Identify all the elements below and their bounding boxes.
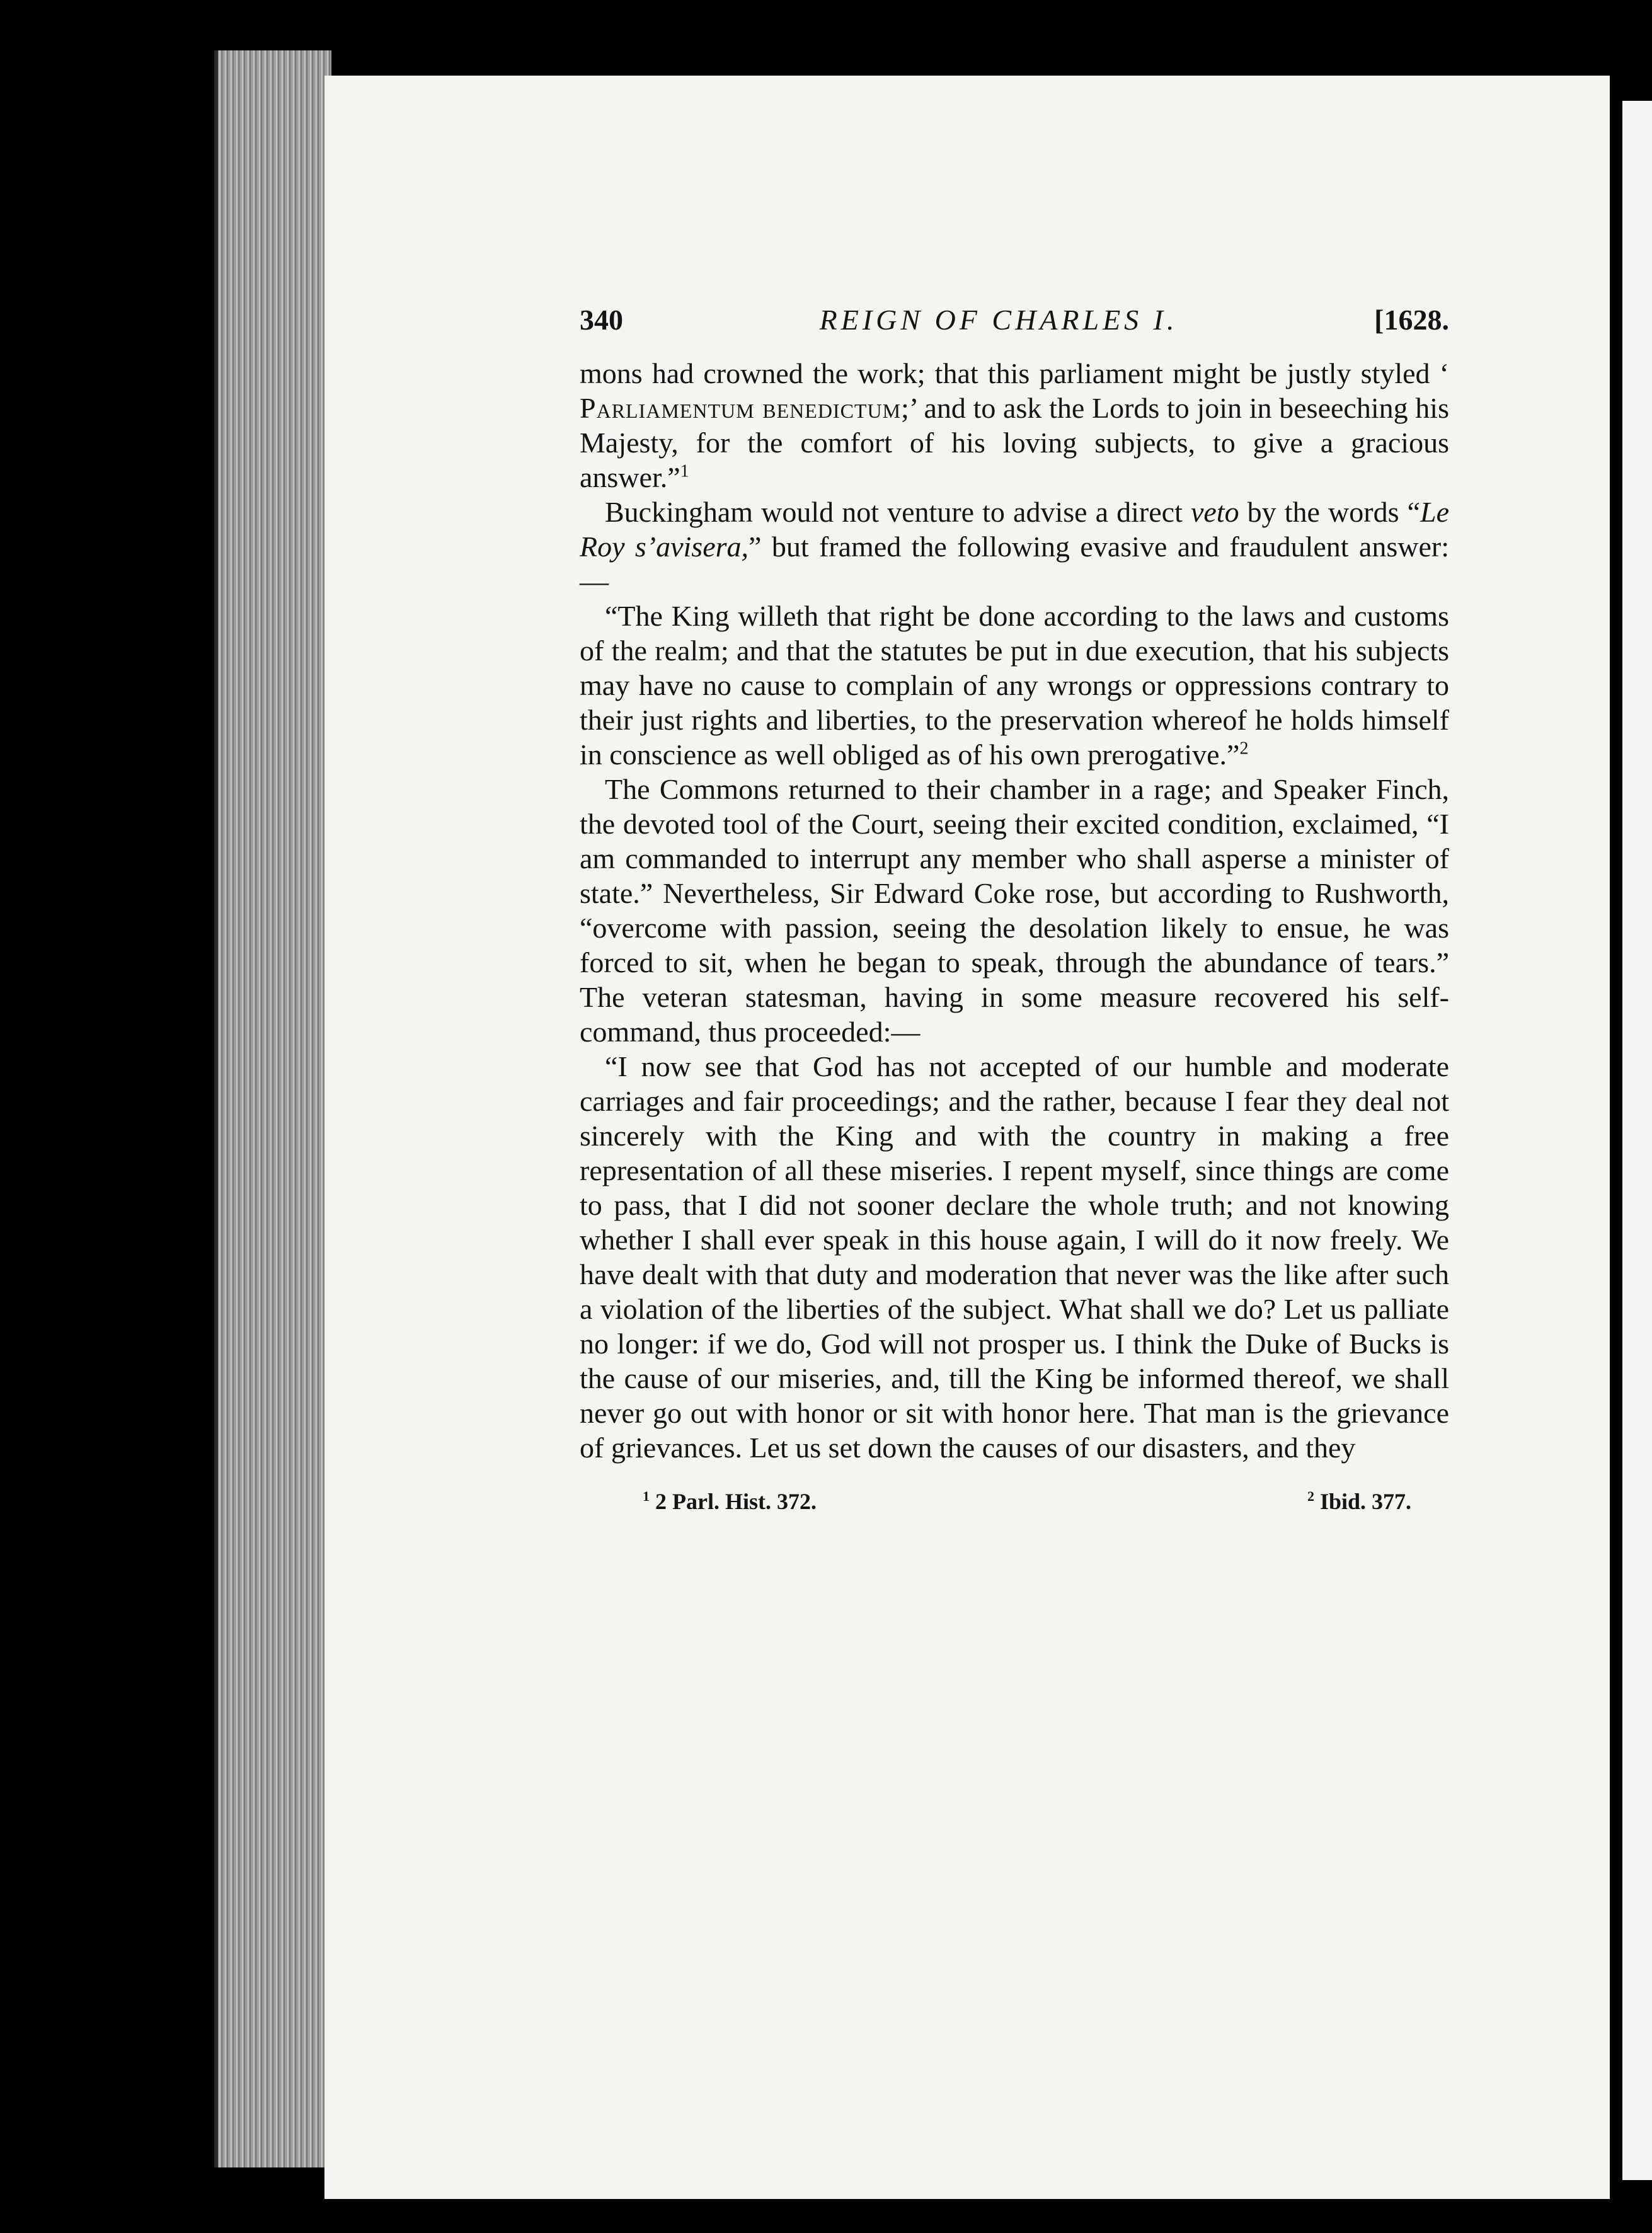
page-number: 340 — [580, 304, 623, 336]
text-run: “I now see that God has not accepted of our humble and moderate carriages and fair proceedings; and the rather, because I fear they deal not sincerely with the King and with the country in making a free representation of all these miseries. I repent myself, since things are come to pass, that I did not sooner declare the whole truth; and not knowing whether I shall ever speak in this house again, I will do it now freely. We have dealt with that duty and moderation that never was the like after such a violation of the liberties of the subject. What shall we do? Let us palliate no longer: if we do, God will not prosper us. I think the Duke of Bucks is the cause of our miseries, and, till the King be informed thereof, we shall never go out with honor or sit with honor here. That man is the grievance of grievances. Let us set down the causes of our disasters, and they — [580, 1050, 1449, 1464]
running-year: [1628. — [1374, 304, 1449, 336]
footnote-1-text: 2 Parl. Hist. 372. — [650, 1489, 817, 1514]
small-caps-text: Parliamentum benedictum — [580, 392, 902, 424]
footnotes — [580, 1479, 1449, 1519]
italic-text: Le Roy s’avisera, — [580, 496, 1449, 563]
footnote-1 — [643, 1479, 817, 1519]
paragraph — [580, 356, 1449, 495]
facing-page-edge — [1622, 101, 1652, 2180]
page-content — [580, 302, 1449, 1519]
running-head — [580, 302, 1449, 337]
text-run: “The King willeth that right be done according to the laws and customs of the realm; and that the statutes be put in due execution, that his subjects may have no cause to complain of any wrongs or oppressions contrary to their just rights and liberties, to the preservation whereof he holds himself in conscience as well obliged as of his own prerogative.” — [580, 600, 1449, 771]
text-run: mons had crowned the work; that this parliament might be justly styled ‘ — [580, 357, 1449, 389]
paragraph — [580, 772, 1449, 1049]
text-run: The Commons returned to their chamber in a rage; and Speaker Finch, the devoted tool of the Court, seeing their excited condition, exclaimed, “I am commanded to interrupt any member who shall asperse a minister of state.” Nevertheless, Sir Edward Coke rose, but according to Rushworth, “overcome with passion, seeing the desolation likely to ensue, he was forced to sit, when he began to speak, through the abundance of tears.” The veteran statesman, having in some measure recovered his self-command, thus proceeded:— — [580, 773, 1449, 1048]
text-run: Buckingham would not venture to advise a direct — [605, 496, 1191, 528]
book-page-edges — [214, 50, 331, 2167]
footnote-2-text: Ibid. 377. — [1314, 1489, 1411, 1514]
footnote-reference: 2 — [1239, 738, 1249, 759]
page-gutter-shadow — [1610, 101, 1615, 2174]
text-run: ” but framed the following evasive and fraudulent answer:— — [580, 531, 1449, 597]
paragraph — [580, 1049, 1449, 1465]
italic-text: veto — [1190, 496, 1239, 528]
text-run: ;’ and to ask the Lords to join in beseeching his Majesty, for the comfort of his loving subjects, to give a gracious answer.” — [580, 392, 1449, 493]
text-run: by the words “ — [1239, 496, 1420, 528]
paragraph — [580, 599, 1449, 772]
footnote-reference: 1 — [680, 461, 689, 481]
footnote-2 — [1307, 1479, 1411, 1519]
paragraph — [580, 495, 1449, 599]
footnote-1-mark: 1 — [643, 1488, 650, 1504]
footnote-2-mark: 2 — [1307, 1488, 1314, 1504]
running-title: REIGN OF CHARLES I. — [819, 304, 1178, 336]
body-text — [580, 356, 1449, 1465]
